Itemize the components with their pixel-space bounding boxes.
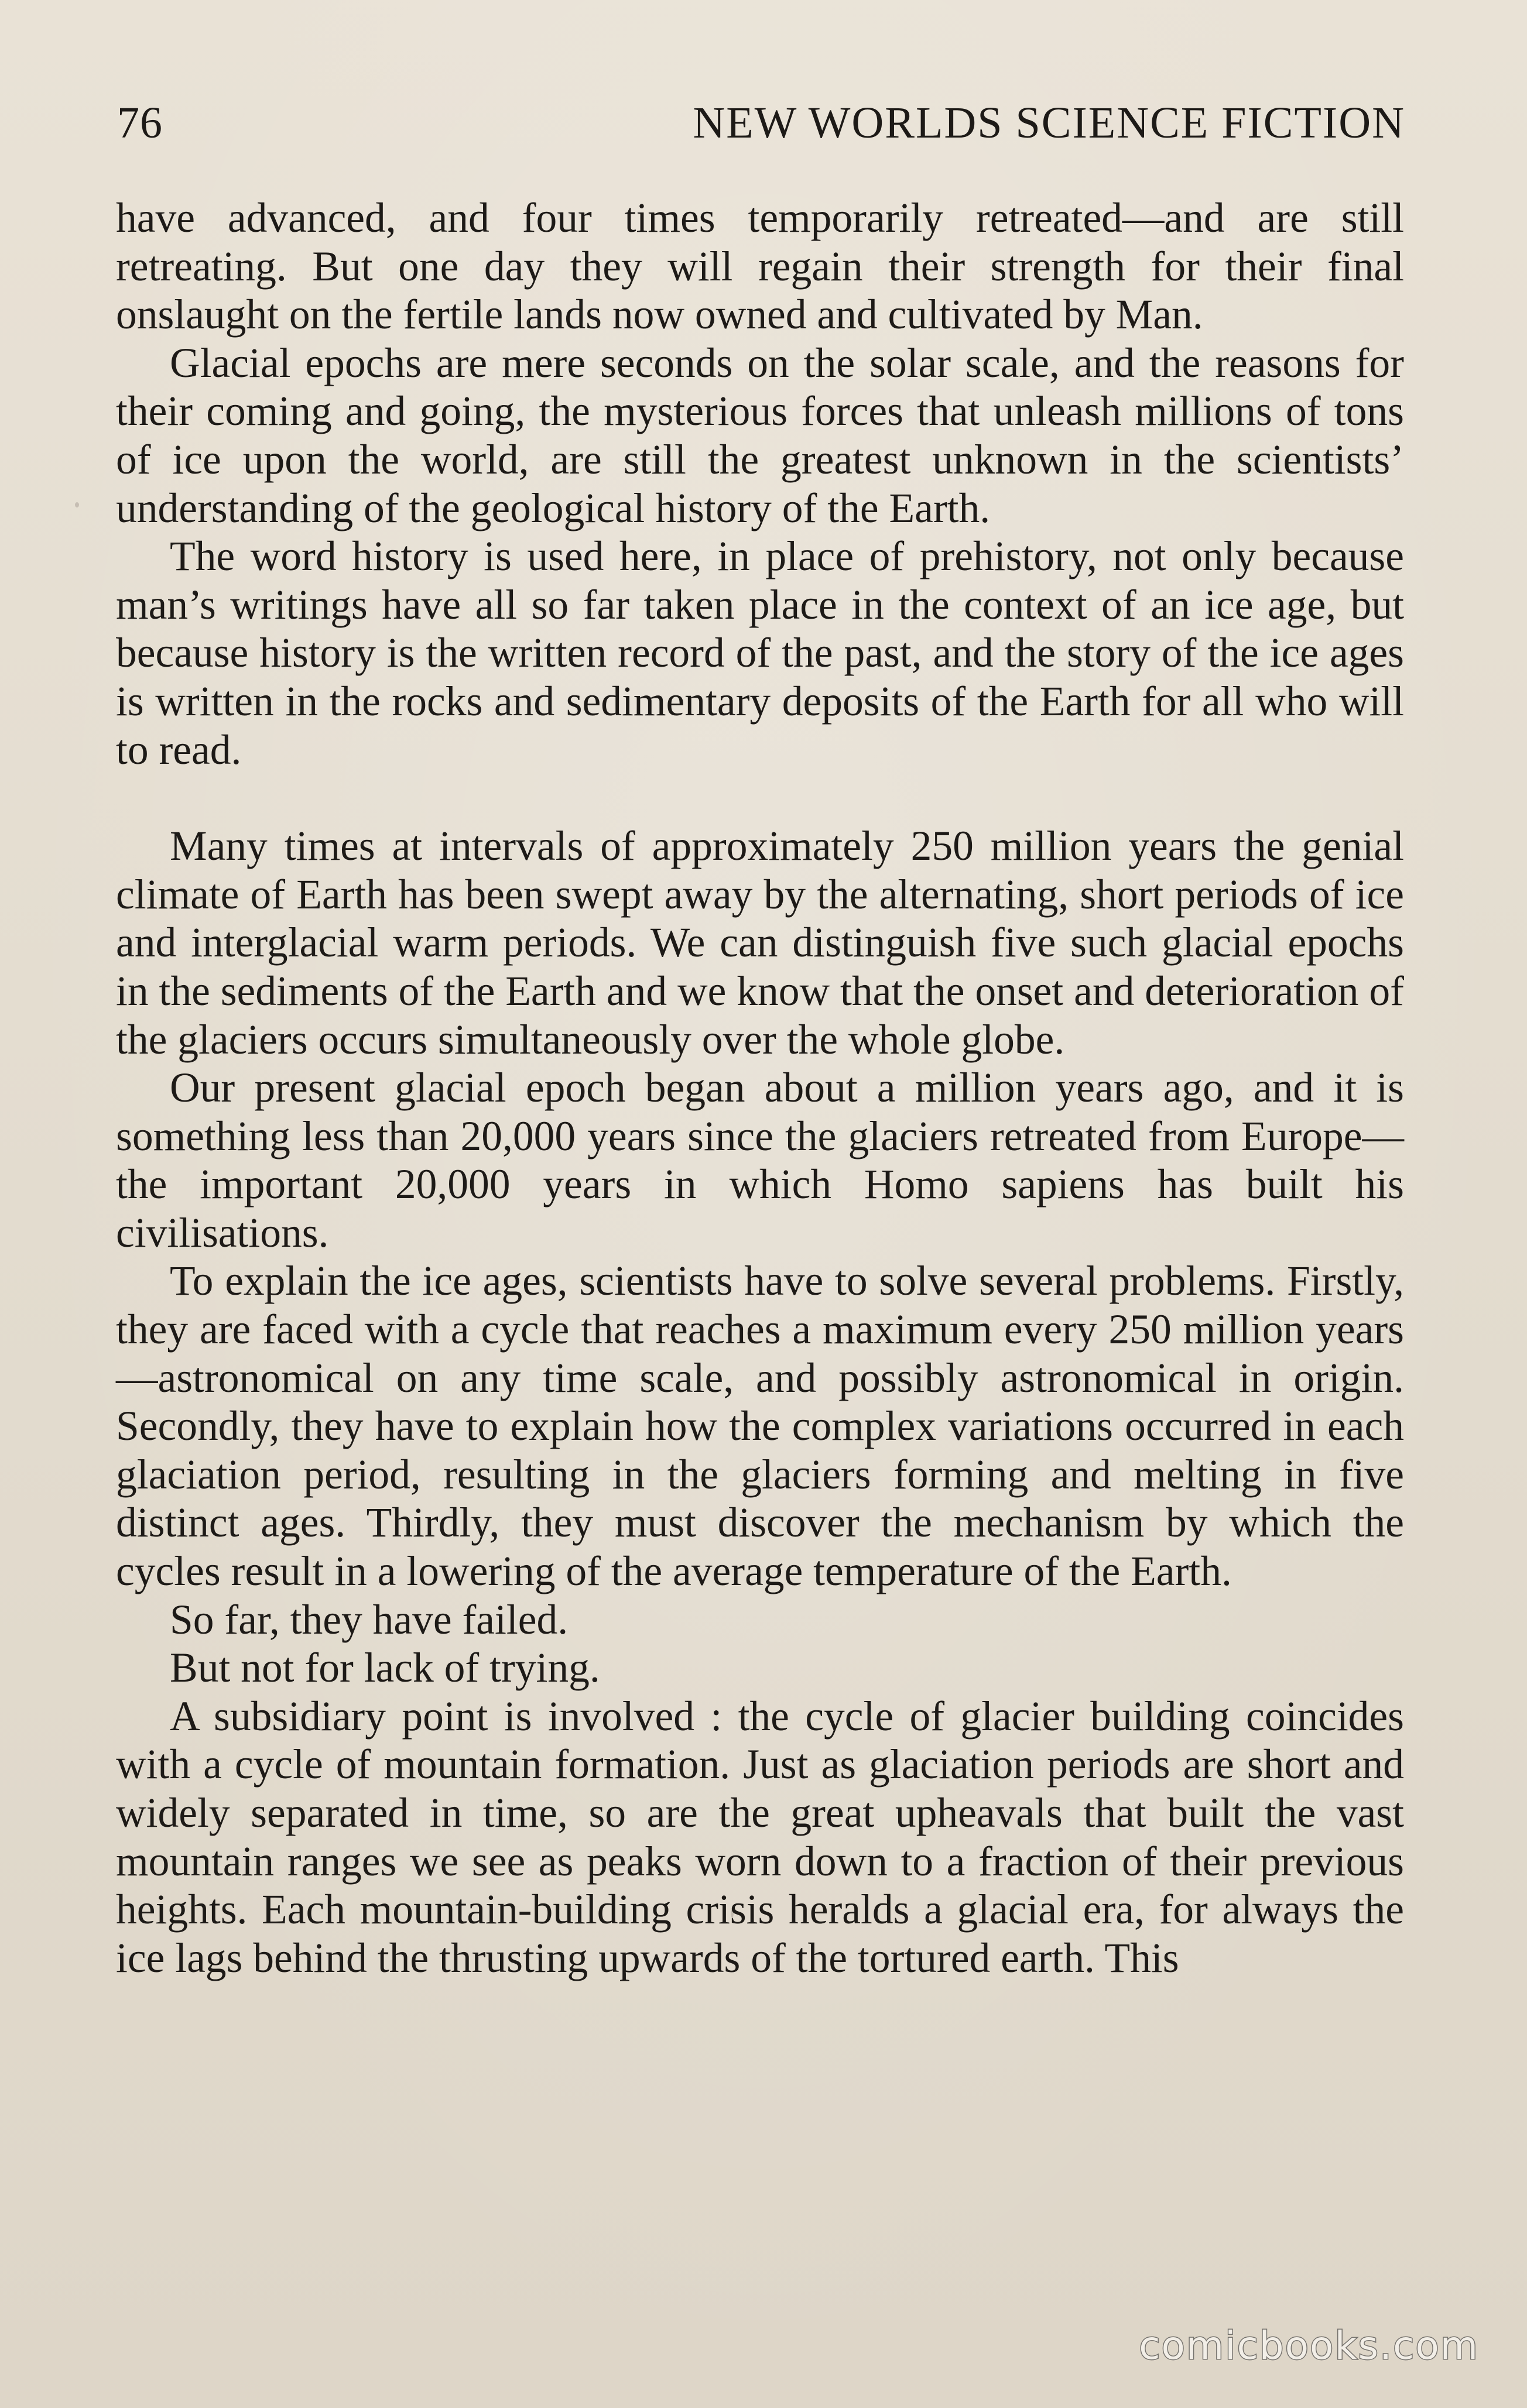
paragraph: Many times at intervals of approximately 250 million years the genial climate of Earth has been swept away by the alternating, short periods of ice and interglacial warm periods. We can distinguish five such glacial epochs in the sediments of the Earth and we know that the onset and deterioration of the glaciers occurs simultaneously over the whole globe. [116,823,1404,1063]
paragraph: Our present glacial epoch began about a million years ago, and it is something less than 20,000 years since the glaciers retreated from Europe—the important 20,000 years in which Homo sapiens has built his civilisations. [116,1065,1404,1256]
running-title: NEW WORLDS SCIENCE FICTION [693,98,1405,148]
paragraph: have advanced, and four times temporarily retreated—and are still retreating. But one day they will regain their strength for their final onslaught on the fertile lands now owned and cultivated by Man. [116,195,1404,338]
paragraph: To explain the ice ages, scientists have to solve several problems. Firstly, they are faced with a cycle that reaches a maximum every 250 million years—astronomical on any time scale, and possibly astronomical in origin. Secondly, they have to explain how the complex variations occurred in each glaciation period, resulting in the glaciers forming and melting in five distinct ages. Thirdly, they must discover the mechanism by which the cycles result in a lowering of the average temperature of the Earth. [116,1258,1404,1595]
page-header [117,94,1405,158]
watermark: comicbooks.com [1139,2323,1479,2368]
paper-speck [75,502,79,507]
paragraph: Glacial epochs are mere seconds on the solar scale, and the reasons for their coming and going, the mysterious forces that unleash millions of tons of ice upon the world, are still the greatest unknown in the scientists’ understanding of the geological history of the Earth. [116,339,1404,531]
paragraph: So far, they have failed. [170,1596,569,1643]
paragraph: The word history is used here, in place of prehistory, not only because man’s writings have all so far taken place in the context of an ice age, but because history is the written record of the past, and the story of the ice ages is written in the rocks and sedimentary deposits of the Earth for all who will to read. [116,533,1404,773]
paragraph: But not for lack of trying. [170,1645,600,1692]
paragraph: A subsidiary point is involved : the cycle of glacier building coincides with a cycle of mountain formation. Just as glaciation periods are short and widely separated in time, so are the great upheavals that built the vast mountain ranges we see as peaks worn down to a fraction of their previous heights. Each mountain-building crisis heralds a glacial era, for always the ice lags behind the thrusting upwards of the tortured earth. This [116,1693,1404,1981]
page-number: 76 [117,98,163,148]
article-body [116,194,1404,1982]
